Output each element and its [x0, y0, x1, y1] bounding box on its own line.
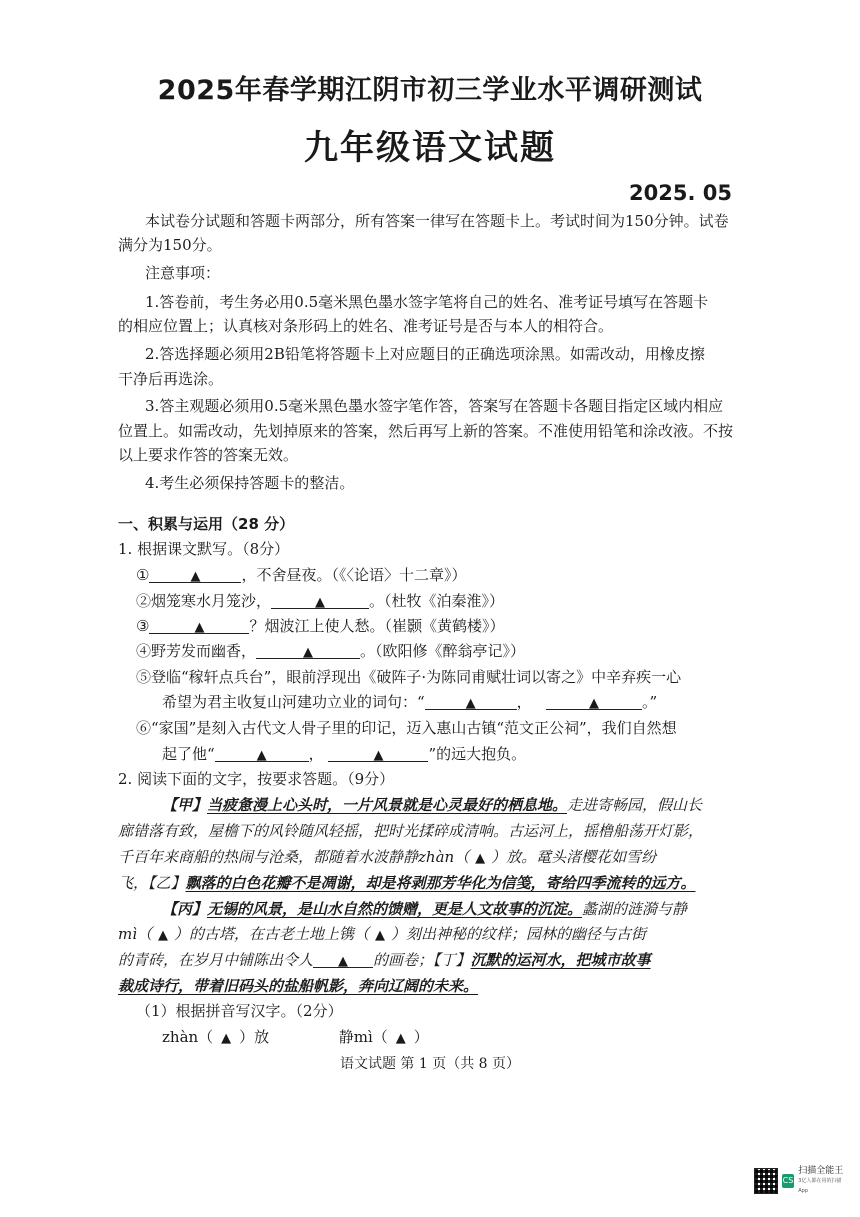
answer-blank	[215, 743, 309, 762]
triangle-marker-icon: ▲	[375, 928, 386, 943]
triangle-marker-icon: ▲	[303, 645, 314, 660]
q1-item-5b: 希望为君主收复山河建功立业的词句：“ ▲ ， ▲ 。”	[162, 693, 658, 711]
answer-blank	[256, 640, 360, 659]
answer-blank	[271, 590, 369, 609]
passage-line-8: 裁成诗行，带着旧码头的盐船帆影，奔向辽阔的未来。	[118, 977, 479, 995]
note-1a: 1.答卷前，考生务必用0.5毫米黑色墨水签字笔将自己的姓名、准考证号填写在答题卡	[145, 293, 709, 311]
q2-sub-1: （1）根据拼音写汉字。（2分）	[136, 1002, 343, 1020]
q1-item-1: ① ▲ ，不舍昼夜。（《〈论语〉十二章》）	[136, 566, 467, 584]
q1-item-5a: ⑤登临“稼轩点兵台”，眼前浮现出《破阵子·为陈同甫赋壮词以寄之》中辛弃疾一心	[136, 668, 682, 686]
note-3a: 3.答主观题必须用0.5毫米黑色墨水签字笔作答，答案写在答题卡各题目指定区域内相应	[145, 397, 724, 415]
note-4: 4.考生必须保持答题卡的整洁。	[145, 474, 355, 492]
answer-blank	[149, 564, 241, 583]
triangle-marker-icon: ▲	[373, 748, 384, 763]
camscanner-logo-icon: CS	[782, 1174, 795, 1188]
triangle-marker-icon: ▲	[475, 851, 486, 866]
passage-line-7: 的青砖，在岁月中铺陈出令人 ▲ 的画卷；【丁】沉默的运河水，把城市故事	[118, 951, 651, 969]
note-1b: 的相应位置上；认真核对条形码上的姓名、准考证号是否与本人的相符合。	[118, 317, 614, 335]
q1-item-3: ③ ▲ ？烟波江上使人愁。（崔颢《黄鹤楼》）	[136, 617, 505, 635]
answer-blank	[425, 691, 517, 710]
answer-blank	[313, 949, 373, 968]
q2-sub-1-answers: zhàn（ ▲ ）放 静mì（ ▲ ）	[162, 1028, 429, 1046]
qr-code-icon	[754, 1168, 778, 1194]
passage-line-6: mì（ ▲ ）的古塔，在古老土地上镌（ ▲ ）刻出神秘的纹样；园林的幽径与古街	[118, 925, 647, 943]
note-3c: 以上要求作答的答案无效。	[118, 446, 299, 464]
answer-blank	[546, 691, 642, 710]
note-2b: 干净后再选涂。	[118, 370, 224, 388]
notes-heading: 注意事项：	[145, 264, 221, 282]
section-1-heading: 一、积累与运用（28 分）	[118, 515, 295, 533]
q1-item-4: ④野芳发而幽香， ▲ 。（欧阳修《醉翁亭记》）	[136, 642, 526, 660]
answer-blank	[328, 743, 428, 762]
note-2a: 2.答选择题必须用2B铅笔将答题卡上对应题目的正确选项涂黑。如需改动，用橡皮擦	[145, 345, 705, 363]
passage-line-1: 【甲】当疲惫漫上心头时，一片风景就是心灵最好的栖息地。走进寄畅园，假山长	[162, 796, 703, 814]
intro-line-1: 本试卷分试题和答题卡两部分，所有答案一律写在答题卡上。考试时间为150分钟。试卷	[145, 212, 729, 230]
q1-item-2: ②烟笼寒水月笼沙， ▲ 。（杜牧《泊秦淮》）	[136, 592, 505, 610]
scanner-sub: 3亿人都在用的扫描App	[798, 1178, 842, 1194]
triangle-marker-icon: ▲	[315, 595, 326, 610]
triangle-marker-icon: ▲	[465, 696, 476, 711]
exam-date: 2025. 05	[629, 181, 732, 205]
passage-line-4: 飞，【乙】飘落的白色花瓣不是凋谢，却是将剥那芳华化为信笺，寄给四季流转的远方。	[118, 874, 696, 892]
triangle-marker-icon: ▲	[194, 620, 205, 635]
scanner-label: 扫描全能王	[798, 1166, 844, 1176]
intro-line-2: 满分为150分。	[118, 236, 222, 254]
answer-blank	[149, 615, 249, 634]
passage-line-5: 【丙】无锡的风景，是山水自然的馈赠，更是人文故事的沉淀。蠡湖的涟漪与静	[162, 900, 688, 918]
exam-subtitle: 九年级语文试题	[304, 128, 556, 168]
triangle-marker-icon: ▲	[221, 1031, 232, 1046]
exam-title: 2025年春学期江阴市初三学业水平调研测试	[157, 75, 703, 106]
triangle-marker-icon: ▲	[190, 569, 201, 584]
page-footer: 语文试题 第 1 页（共 8 页）	[339, 1056, 521, 1072]
triangle-marker-icon: ▲	[158, 928, 169, 943]
triangle-marker-icon: ▲	[338, 954, 349, 969]
q1-item-6b: 起了他“ ▲ ， ▲ ”的远大抱负。	[162, 745, 527, 763]
triangle-marker-icon: ▲	[256, 748, 267, 763]
triangle-marker-icon: ▲	[395, 1031, 406, 1046]
q1-stem: 1. 根据课文默写。（8分）	[118, 540, 290, 558]
triangle-marker-icon: ▲	[589, 696, 599, 711]
passage-line-3: 千百年来商船的热闹与沧桑，都随着水波静静zhàn（ ▲ ）放。鼋头渚樱花如雪纷	[118, 848, 657, 866]
passage-line-2: 廊错落有致，屋檐下的风铃随风轻摇，把时光揉碎成清响。古运河上，摇橹船荡开灯影，	[118, 822, 704, 840]
note-3b: 位置上。如需改动，先划掉原来的答案，然后再写上新的答案。不准使用铅笔和涂改液。不按	[118, 422, 734, 440]
q2-stem: 2. 阅读下面的文字，按要求答题。（9分）	[118, 770, 395, 788]
scanner-watermark	[754, 1167, 846, 1195]
q1-item-6a: ⑥“家国”是刻入古代文人骨子里的印记，迈入惠山古镇“范文正公祠”，我们自然想	[136, 719, 677, 737]
